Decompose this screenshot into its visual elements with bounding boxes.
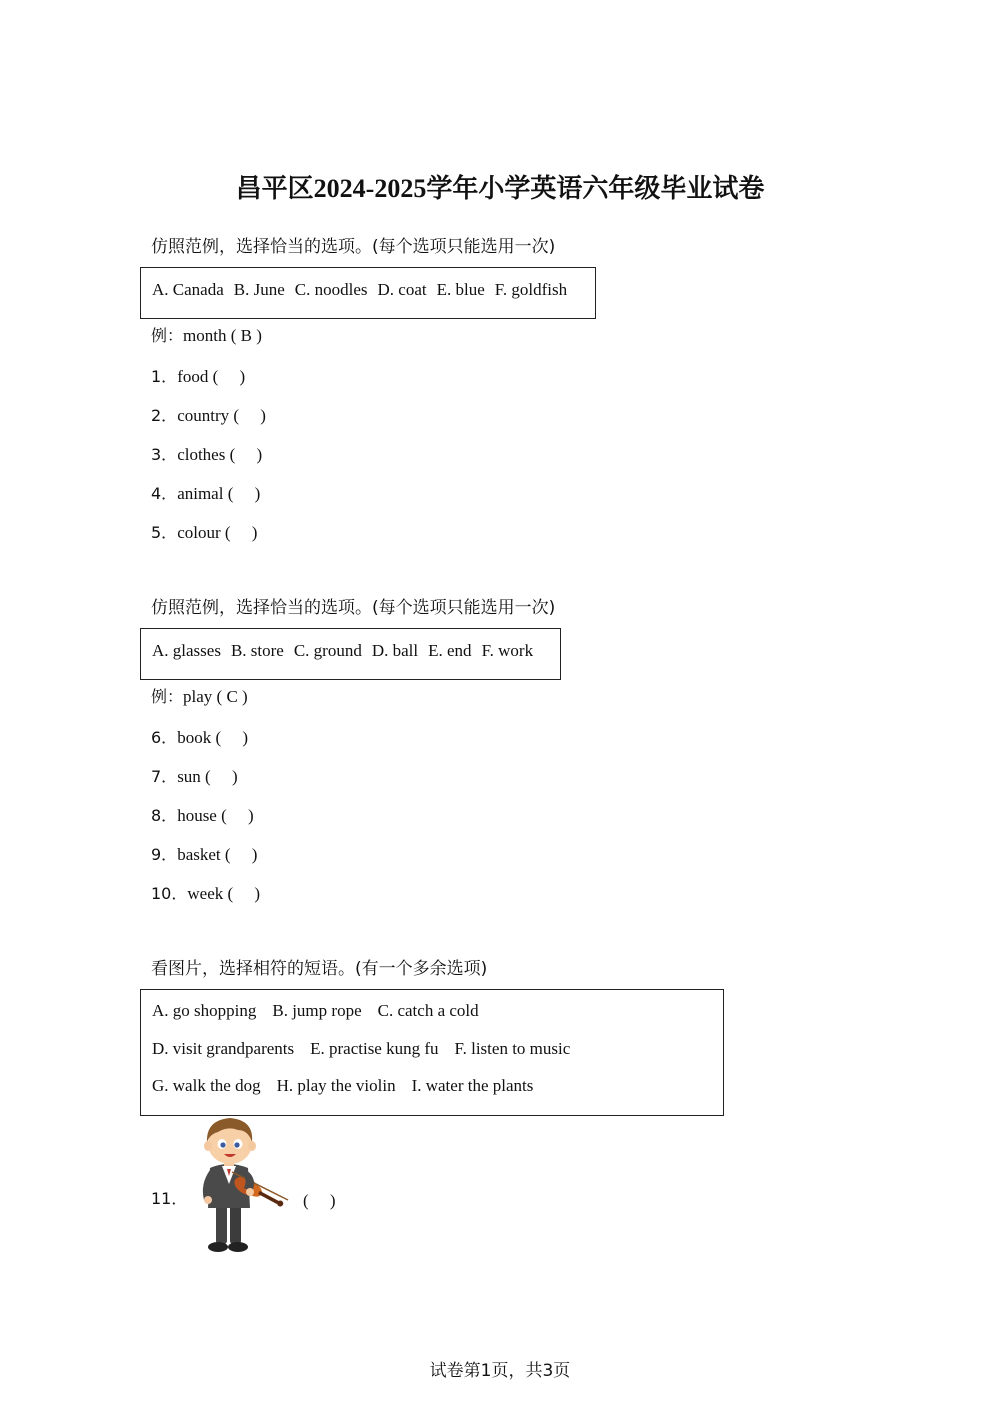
option: D. visit grandparents <box>152 1039 295 1058</box>
question-11-answer-blank[interactable]: ( ) <box>303 1191 336 1210</box>
page-title: 昌平区2024-2025学年小学英语六年级毕业试卷 <box>235 174 765 203</box>
section3-option-line <box>152 1076 549 1096</box>
section1-example: 例：month ( B ) <box>151 326 262 345</box>
question-5: 5．colour ( ) <box>151 523 258 542</box>
option: F. work <box>481 641 534 660</box>
option: B. store <box>230 641 284 660</box>
option: A. go shopping <box>152 1001 257 1020</box>
option: A. glasses <box>152 641 221 660</box>
option: E. blue <box>436 280 485 299</box>
option: C. noodles <box>294 280 368 299</box>
option: F. goldfish <box>494 280 568 299</box>
section2-instruction: 仿照范例，选择恰当的选项。(每个选项只能选用一次) <box>151 598 556 618</box>
option: F. listen to music <box>454 1039 571 1058</box>
section1-option-box <box>140 267 596 319</box>
boy-violin-image <box>188 1112 292 1254</box>
question-11-number: 11． <box>151 1189 188 1208</box>
section3-option-line <box>152 1001 495 1021</box>
option: D. coat <box>377 280 427 299</box>
option: B. June <box>233 280 285 299</box>
option: H. play the violin <box>276 1076 396 1095</box>
question-3: 3．clothes ( ) <box>151 445 263 464</box>
option: E. practise kung fu <box>310 1039 439 1058</box>
question-9: 9．basket ( ) <box>151 845 258 864</box>
option: E. end <box>428 641 472 660</box>
section2-example: 例：play ( C ) <box>151 687 248 706</box>
option: I. water the plants <box>411 1076 534 1095</box>
section1-options <box>152 280 567 300</box>
page-footer: 试卷第1页，共3页 <box>429 1361 571 1381</box>
question-7: 7．sun ( ) <box>151 767 238 786</box>
option: D. ball <box>371 641 419 660</box>
option: G. walk the dog <box>152 1076 261 1095</box>
question-8: 8．house ( ) <box>151 806 254 825</box>
section3-option-line <box>152 1039 586 1059</box>
option: C. ground <box>293 641 362 660</box>
section3-option-box <box>140 989 724 1116</box>
question-6: 6．book ( ) <box>151 728 249 747</box>
question-1: 1．food ( ) <box>151 367 246 386</box>
section1-instruction: 仿照范例，选择恰当的选项。(每个选项只能选用一次) <box>151 237 556 257</box>
section2-option-box <box>140 628 561 680</box>
section2-options <box>152 641 533 661</box>
option: A. Canada <box>152 280 224 299</box>
option: B. jump rope <box>272 1001 362 1020</box>
question-4: 4．animal ( ) <box>151 484 261 503</box>
option: C. catch a cold <box>377 1001 479 1020</box>
section3-instruction: 看图片，选择相符的短语。(有一个多余选项) <box>151 959 488 979</box>
question-10: 10．week ( ) <box>151 884 261 903</box>
question-2: 2．country ( ) <box>151 406 266 425</box>
